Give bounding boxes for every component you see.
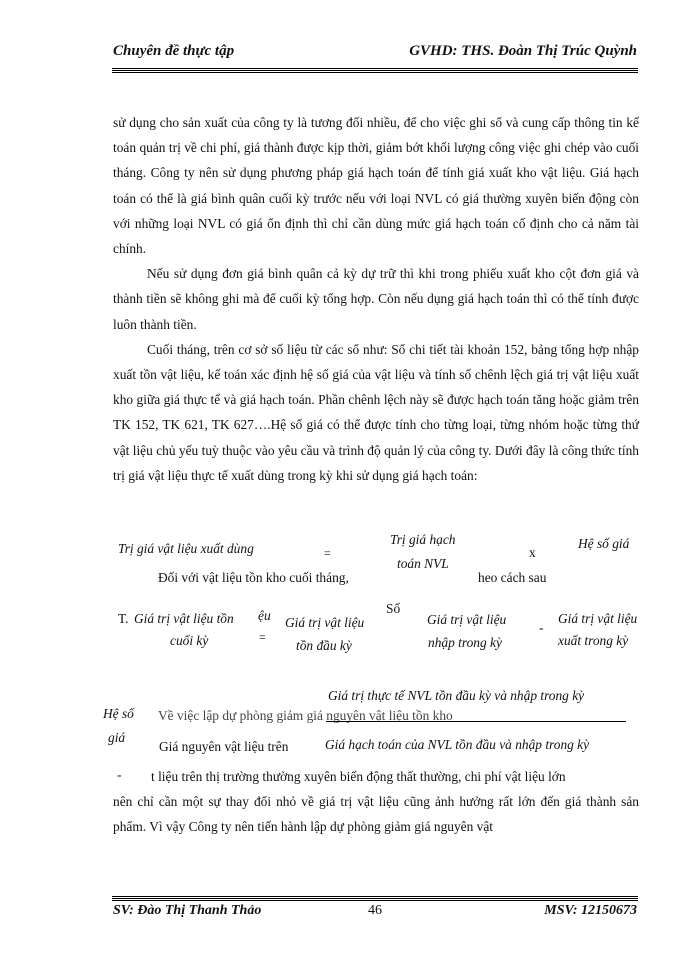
tail-rest: nên chỉ cần một sự thay đổi nhỏ về giá trị vật liệu cũng ảnh hưởng rất lớn đến giá thành sản phẩm. Vì vậy Công ty nên tiến hành lập dự phòng giảm giá nguyên vật [113,794,639,835]
overlap-text-behind: Về việc lập dự phòng giảm giá nguyên vật liệu tồn kho [158,708,453,723]
stray-dash: - [117,767,122,782]
formula3-fraction-line [326,721,626,722]
overlap-text-left: Đối với vật liệu tồn kho cuối tháng, [158,570,349,585]
paragraph-3: Cuối tháng, trên cơ sở số liệu từ các sổ như: Sổ chi tiết tài khoản 152, bảng tổng hợp nhập xuất tồn vật liệu, kế toán xác định hệ số giá của vật liệu và tính số chênh lệch giá trị vật liệu xuất kho giữa giá thực tế và giá hạch toán. Phần chênh lệch này sẽ được hạch toán tăng hoặc giảm trên TK 152, TK 621, TK 627….Hệ số giá có thể được tính cho từng loại, từng nhóm hoặc từng thứ vật liệu chủ yếu tuỳ thuộc vào yêu cầu và trình độ quản lý của công ty. Dưới đây là công thức tính trị giá vật liệu thực tế xuất dùng trong kỳ khi sử dụng giá hạch toán: [113,341,639,483]
footer-rule-thin [112,900,638,901]
header-rule [112,68,638,71]
formula1-equals: = [324,546,331,560]
tail-line-1: t liệu trên thị trường thường xuyên biến động thất thường, chi phí vật liệu lớn [151,769,566,784]
paragraph-2: Nếu sử dụng đơn giá bình quân cả kỳ dự trữ thì khi trong phiếu xuất kho cột đơn giá và thành tiền sẽ không ghi mà để cuối kỳ tổng hợp. Còn nếu dụng giá hạch toán thì có thể tính được luôn thành tiền. [113,266,639,332]
paragraph-1: sử dụng cho sản xuất của công ty là tương đối nhiều, để cho việc ghi sổ và cung cấp thông tin kế toán quản trị về chi phí, giá thành được kịp thời, giảm bớt khối lượng công việc ghi chép vào cuối tháng. Công ty nên sử dụng phương pháp giá hạch toán để tính giá xuất kho vật liệu. Giá hạch toán có thể là giá bình quân cuối kỳ trước nếu với loại NVL có giá thường xuyên biến động còn với những loại NVL có giá ổn định thì chỉ cần dùng mức giá hạch toán cố định cho cả năm tài chính. [113,115,639,257]
formula2-lhs-bottom: cuối kỳ [170,633,209,648]
formula1-lhs: Trị giá vật liệu xuất dùng [118,541,254,556]
formula2-minus: - [539,620,544,635]
formula3-lhs-top: Hệ số [103,706,134,721]
formula3-behind-text: Giá nguyên vật liệu trên [159,739,289,754]
header-left: Chuyên đề thực tập [113,43,235,59]
footer-student-id: MSV: 12150673 [544,903,637,918]
page-header [113,40,637,66]
formula2-lhs-top: Giá trị vật liệu tồn [134,611,234,626]
formula1-times: x [529,545,536,560]
formula2-b-bottom: nhập trong kỳ [428,635,502,650]
formula2-lhs-fragment: ệu [258,608,271,623]
formula2-so-fragment: Số [386,601,401,616]
formula2-a-top: Giá trị vật liệu [285,615,365,630]
formula3-lhs-bottom: giá [108,730,126,745]
footer-rule [112,896,638,899]
formula2-b-top: Giá trị vật liệu [427,612,507,627]
formula2-t-label: T. [118,611,129,626]
formula2-c-top: Giá trị vật liệu [558,611,638,626]
overlap-text-right: heo cách sau [478,570,547,585]
formula1-mid-top: Trị giá hạch [390,532,456,547]
page-footer [113,903,637,925]
formula2-equals: = [259,630,266,644]
formula2-a-bottom: tồn đầu kỳ [296,638,352,653]
formula1-rhs: Hệ số giá [578,536,630,551]
tail-paragraph [113,764,639,840]
formula1-mid-bottom: toán NVL [397,556,449,571]
formula3-numerator: Giá trị thực tế NVL tồn đầu kỳ và nhập trong kỳ [328,688,585,703]
header-right: GVHD: THS. Đoàn Thị Trúc Quỳnh [409,43,637,59]
footer-student: SV: Đào Thị Thanh Thảo [113,903,262,918]
page-number: 46 [368,903,382,918]
body-text [113,110,639,488]
header-rule-thin [112,72,638,73]
formula2-c-bottom: xuất trong kỳ [558,633,629,648]
formula3-denominator: Giá hạch toán của NVL tồn đầu và nhập trong kỳ [325,737,590,752]
